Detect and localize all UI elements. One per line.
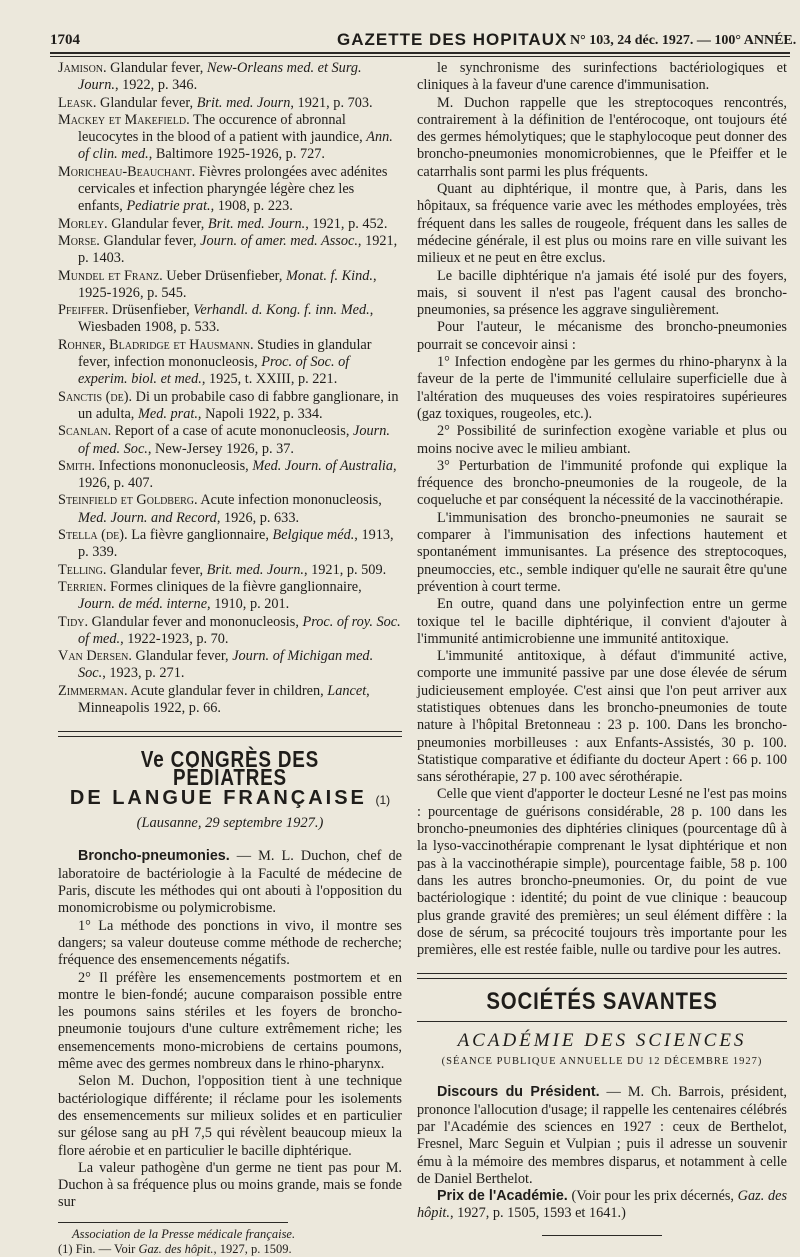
page-header [50,10,797,52]
paragraph [417,1188,787,1223]
reference-title: Studies in glandular fever, infection mononucleosis, [78,336,372,371]
reference-item [58,112,402,164]
paragraph-text: — M. L. Duchon, chef de laboratoire de bactériologie à la Faculté de médecine de Paris, discute les méthodes qui ont abouti à l'opposition du monomicrobisme ou polymicrobisme. [58,848,402,917]
reference-title: Acute infection mononucleosis, [200,492,382,509]
reference-details: , 1913, p. 339. [78,527,394,561]
reference-author: Telling. [58,561,107,578]
reference-details: , 1908, p. 223. [210,198,293,215]
session-info: (SÉANCE PUBLIQUE ANNUELLE DU 12 DÉCEMBRE 1927) [441,1056,763,1068]
reference-item [58,268,402,303]
reference-details: , New-Jersey 1926, p. 37. [147,440,295,457]
reference-journal: Journ. of Michigan med. Soc. [78,648,374,682]
reference-journal: Brit. med. Journ [196,94,291,111]
reference-journal: Brit. med. Journ. [207,215,306,232]
reference-list [58,60,402,717]
reference-journal: Proc. of Soc. of experim. biol. et med. [78,354,350,388]
paragraph [417,354,787,423]
paragraph-text: Pour l'auteur, le mécanisme des broncho-pneumonies pourrait se concevoir ainsi : [417,319,787,353]
reference-details: , 1921, p. 1403. [78,232,398,267]
reference-author: Tidy. [58,613,89,630]
reference-details: , 1922-1923, p. 70. [120,630,229,647]
reference-author: Sanctis (de). [58,388,133,405]
paragraph-text: 2° Il préfère les ensemencements postmortem et en montre le bien-fondé; aucune comparaison possible entre les poumons sains stériles et les foyers de broncho-pneumonie toujours d'une culture extrêmement riche; les ensemencements mono-microbiens de certains poumons, même avec des germes nombreux dans le rhino-pharynx. [58,969,402,1073]
reference-title: Infections mononucleosis, [98,457,253,474]
paragraph-text: — M. Ch. Barrois, président, prononce l'allocution d'usage; il rappelle les centenaires célébrés par l'Académie des sciences en 1927 : ceux de Berthelot, Fresnel, Marc Seguin et Vulpian ; puis il adresse un souvenir ému à la mémoire des membres disparus, et notamment à celle de Daniel Berthelot. [417,1084,788,1187]
left-column [58,60,402,1257]
article-body-left [58,848,402,1211]
reference-details: , 1923, p. 271. [102,665,185,682]
reference-title: Formes cliniques de la fièvre ganglionnaire, [110,578,362,595]
reference-journal: Belgique méd. [272,527,355,544]
reference-author: Moricheau-Beauchant. [58,163,196,180]
paragraph-text: 3° Perturbation de l'immunité profonde qui explique la fréquence des broncho-pneumonies de la rougeole, de la coqueluche et par conséquent la nécessité de la vaccinothérapie. [417,457,787,509]
issue-info: N° 103, 24 déc. 1927. — 100° ANNÉE. [570,33,797,48]
reference-journal: Journ. of amer. med. Assoc. [200,232,358,249]
reference-title: Report of a case of acute mononucleosis, [114,423,353,440]
paragraph-text: M. Duchon rappelle que les streptocoques rencontrés, contrairement à la définition de l'entérocoque, ont toujours été des germes hémolytiques; que le staphylocoque peut donner des broncho-pneumonies monomicrobiennes, que le Pfeiffer et le catarrhalis sont parmi les plus fréquents. [417,94,787,180]
reference-journal: Verhandl. d. Kong. f. inn. Med. [193,302,370,319]
reference-journal: New-Orleans med. et Surg. Journ. [78,60,362,94]
reference-item [58,337,402,389]
paragraph [417,786,787,959]
paragraph [58,848,402,917]
reference-details: , 1925-1926, p. 545. [78,267,377,301]
paragraph-text: L'immunisation des broncho-pneumonies ne saurait se comparer à l'immunisation des infections hautement et spontanément immunisantes. La présence des streptocoques, pneumoccies, etc., semble indiquer qu'elle ne saurait être qu'une prévention à court terme. [417,509,787,595]
reference-details: , Minneapolis 1922, p. 66. [78,682,370,716]
congress-title: Ve CONGRÈS DES PÉDIATRES [140,746,320,790]
article-body-right [417,60,787,959]
reference-item [58,683,402,718]
paragraph-lead: Prix de l'Académie. [437,1188,568,1205]
reference-item [58,562,402,579]
reference-author: Terrien. [58,578,107,595]
page-number: 1704 [50,32,80,48]
paragraph-text: 1° La méthode des ponctions in vivo, il montre ses dangers; sa valeur douteuse comme méthode de recherche; fréquence des ensemencements négatifs. [58,917,402,969]
reference-details: , Baltimore 1925-1926, p. 727. [148,146,325,163]
reference-journal: Monat. f. Kind. [286,267,373,284]
header-rule-thin [50,56,790,57]
paragraph-text: le synchronisme des surinfections bactériologiques et cliniques à la faveur d'une carence d'immunisation. [417,60,787,94]
paragraph-text: La valeur pathogène d'un germe ne tient pas pour M. Duchon à sa fréquence plus ou moins grande, mais se fonde sur [58,1159,402,1211]
reference-item [58,492,402,527]
paragraph [58,918,402,970]
paragraph-text: (Voir pour les prix décernés, [567,1188,738,1205]
reference-title: Glandular fever, [135,648,233,665]
congress-subtitle-text: DE LANGUE FRANÇAISE [69,786,367,809]
paragraph [417,1084,787,1188]
paragraph-text: 1° Infection endogène par les germes du rhino-pharynx à la faveur de la perte de l'immunité cellulaire superficielle due à l'altération des muqueuses des voies respiratoires supérieures (gaz toxiques, rougeoles, etc.). [417,354,787,422]
paragraph-text: Le bacille diphtérique n'a jamais été isolé pur des foyers, mais, si souvent il n'est pas l'agent causal des broncho-pneumonies, sa présence les aggrave singulièrement. [417,267,787,319]
reference-item [58,614,402,649]
reference-author: Rohner, Bladridge et Hausmann. [58,336,254,353]
reference-item [58,389,402,424]
reference-journal: Med. Journ. of Australia [252,457,394,474]
paragraph [58,1160,402,1212]
paragraph [417,95,787,181]
reference-journal: Lancet [327,682,367,699]
reference-journal: Med. prat. [137,405,198,422]
reference-item [58,527,402,562]
reference-journal: Ann. of clin. med. [78,129,393,163]
reference-details: , Wiesbaden 1908, p. 533. [78,302,374,336]
reference-details: , Napoli 1922, p. 334. [197,405,323,422]
reference-item [58,60,402,95]
reference-author: Pfeiffer. [58,302,109,319]
reference-details: , 1925, t. XXIII, p. 221. [201,371,338,388]
footnote-journal: Gaz. des hôpit. [138,1241,214,1256]
footnote [58,1222,402,1257]
reference-author: Mundel et Franz. [58,267,163,284]
reference-author: Zimmerman. [58,682,128,699]
reference-journal: Med. Journ. and Record [78,509,217,526]
paragraph-text: Quant au diphtérique, il montre que, à Paris, dans les hôpitaux, sa fréquence varie avec les méthodes employées, très fréquent dans les salles de rougeole, fréquent dans les salles de médecine générale, il est plus ou moins rare en ville suivant les milieux et ne peut en être exclus. [417,181,787,267]
societies-body [417,1084,787,1222]
reference-author: Van Dersen. [58,648,132,665]
footnote-rest: , 1927, p. 1509. [213,1241,292,1256]
paragraph-text: En outre, quand dans une polyinfection entre un germe toxique tel le bacille diphtérique, il convient d'ajouter à l'immunité antimicrobienne une immunité antitoxique. [417,596,787,647]
paragraph [417,319,787,354]
paragraph-rest: , 1927, p. 1505, 1593 et 1641.) [449,1205,626,1222]
reference-author: Leask. [58,94,97,111]
reference-details: , 1921, p. 703. [290,94,373,111]
reference-author: Scanlan. [58,423,112,440]
reference-title: Di un probabile caso di fabbre ganglionare, in un adulta, [78,388,399,422]
footnote-rule [58,1222,288,1223]
reference-details: , 1921, p. 509. [303,561,387,578]
reference-item [58,579,402,614]
reference-journal: Journ. de méd. interne [78,596,208,613]
reference-item [58,458,402,493]
paragraph [417,458,787,510]
journal-title: GAZETTE DES HOPITAUX [337,30,568,49]
reference-author: Smith. [58,457,96,474]
reference-item [58,216,402,233]
reference-title: Glandular fever and mononucleosis, [91,613,303,630]
academy-title: ACADÉMIE DES SCIENCES [457,1029,747,1051]
section-divider-right [417,973,787,979]
reference-item [58,233,402,268]
footnote-lead: (1) Fin. — Voir [58,1241,139,1256]
reference-title: Ueber Drüsenfieber, [166,267,286,284]
paragraph-lead: Discours du Président. [437,1084,600,1101]
reference-title: Glandular fever, [111,215,208,232]
reference-item [58,423,402,458]
end-rule [542,1235,662,1236]
section-divider [58,731,402,737]
reference-author: Stella (de). [58,527,128,544]
reference-details: , 1910, p. 201. [207,596,290,613]
right-column [417,60,787,1236]
reference-journal: Pediatrie prat. [126,198,211,215]
footnote-marker: (1) [375,792,391,807]
reference-details: , 1922, p. 346. [114,77,198,94]
paragraph-text: Selon M. Duchon, l'opposition tient à une technique bactériologique différente; il réclame pour les isolements des ensemencements sur milieux solides et en particulier sur gélose sang au pH 7,5 qui révèlent beaucoup mieux la flore aérobie et en particulier le bacille diphtérique. [58,1073,402,1159]
footnote-text [58,1242,402,1257]
paragraph-text: 2° Possibilité de surinfection exogène variable et plus ou moins nocive avec le milieu ambiant. [417,423,787,457]
reference-details: , 1926, p. 633. [216,509,300,526]
reference-title: The occurence of abronnal leucocytes in the blood of a patient with jaundice, [78,111,367,146]
reference-title: Glandular fever, [110,60,207,76]
reference-author: Morley. [58,215,108,232]
reference-item [58,95,402,112]
paragraph-text: L'immunité antitoxique, à défaut d'immunité active, comporte une immunité passive par une dose élevée de sérum judicieusement employée. C'est ainsi que l'on peut arriver aux statistiques obtenues dans les broncho-pneumonies de toute nature à l'hôpital Bretonneau : 23 p. 100. Dans les broncho-pneumonies morbilleuses : aux Enfants-Assistés, 30 p. 100. Statistique comparative et édifiante du docteur Apert : 66 p. 100 sans sérothérapie, 27 p. 100 avec sérothérapie. [417,648,787,786]
reference-title: Glandular fever, [103,232,201,249]
reference-title: Fièvres prolongées avec adénites cervicales et infection pharyngée légère chez les enfants, [78,163,388,215]
reference-title: Acute glandular fever in children, [130,682,328,699]
paragraph [417,648,787,786]
paragraph [58,970,402,1074]
paragraph [417,60,787,95]
reference-journal: Brit. med. Journ. [206,561,304,578]
paragraph [58,1073,402,1159]
paragraph [417,181,787,267]
reference-item [58,302,402,337]
reference-title: Drüsenfieber, [112,302,194,319]
reference-title: Glandular fever, [109,561,207,578]
reference-title: Glandular fever, [100,94,197,111]
reference-author: Steinfield et Goldberg. [58,492,198,509]
paragraph [417,268,787,320]
reference-journal: Proc. of roy. Soc. of med. [78,613,401,647]
press-signature: Association de la Presse médicale française. [72,1226,296,1241]
paragraph [417,510,787,596]
societies-title: SOCIÉTÉS SAVANTES [486,988,718,1016]
reference-item [58,648,402,683]
congress-place: (Lausanne, 29 septembre 1927.) [136,815,324,832]
reference-author: Mackey et Makefield. [58,111,190,128]
reference-author: Morse. [58,232,100,249]
paragraph-lead: Broncho-pneumonies. [78,848,230,865]
paragraph-text: Celle que vient d'apporter le docteur Lesné ne l'est pas moins : pourcentage de guérisons considérable, 28 p. 100 dans les broncho-pneumonies des diphtéries cliniques (pourcentage dû à la lyso-vaccinothérapie comprenant le lysat diphtérique et non pas à la vaccinothérapie simple), pourcentage faible, 58 p. 100 dans les autres broncho-pneumonies. Or, du point de vue bactériologique : identité; du point de vue clinique : beaucoup plus grande gravité des premières; un seul élément diffère : la dose de sérum, sa précocité toujours très importante pour les premières, elle est restée faible, nulle ou tardive pour les autres. [417,786,787,959]
societies-rule [417,1021,787,1022]
reference-journal: Journ. of med. Soc. [78,423,390,457]
reference-title: La fièvre ganglionnaire, [131,527,273,544]
reference-details: , 1926, p. 407. [78,457,397,492]
paragraph [417,423,787,458]
reference-details: , 1921, p. 452. [305,215,388,232]
congress-subtitle [58,786,402,809]
paragraph-journal: Gaz. des hôpit. [417,1188,788,1222]
paragraph [417,596,787,648]
reference-item [58,164,402,216]
reference-author: Jamison. [58,60,107,76]
header-rule [50,52,790,54]
